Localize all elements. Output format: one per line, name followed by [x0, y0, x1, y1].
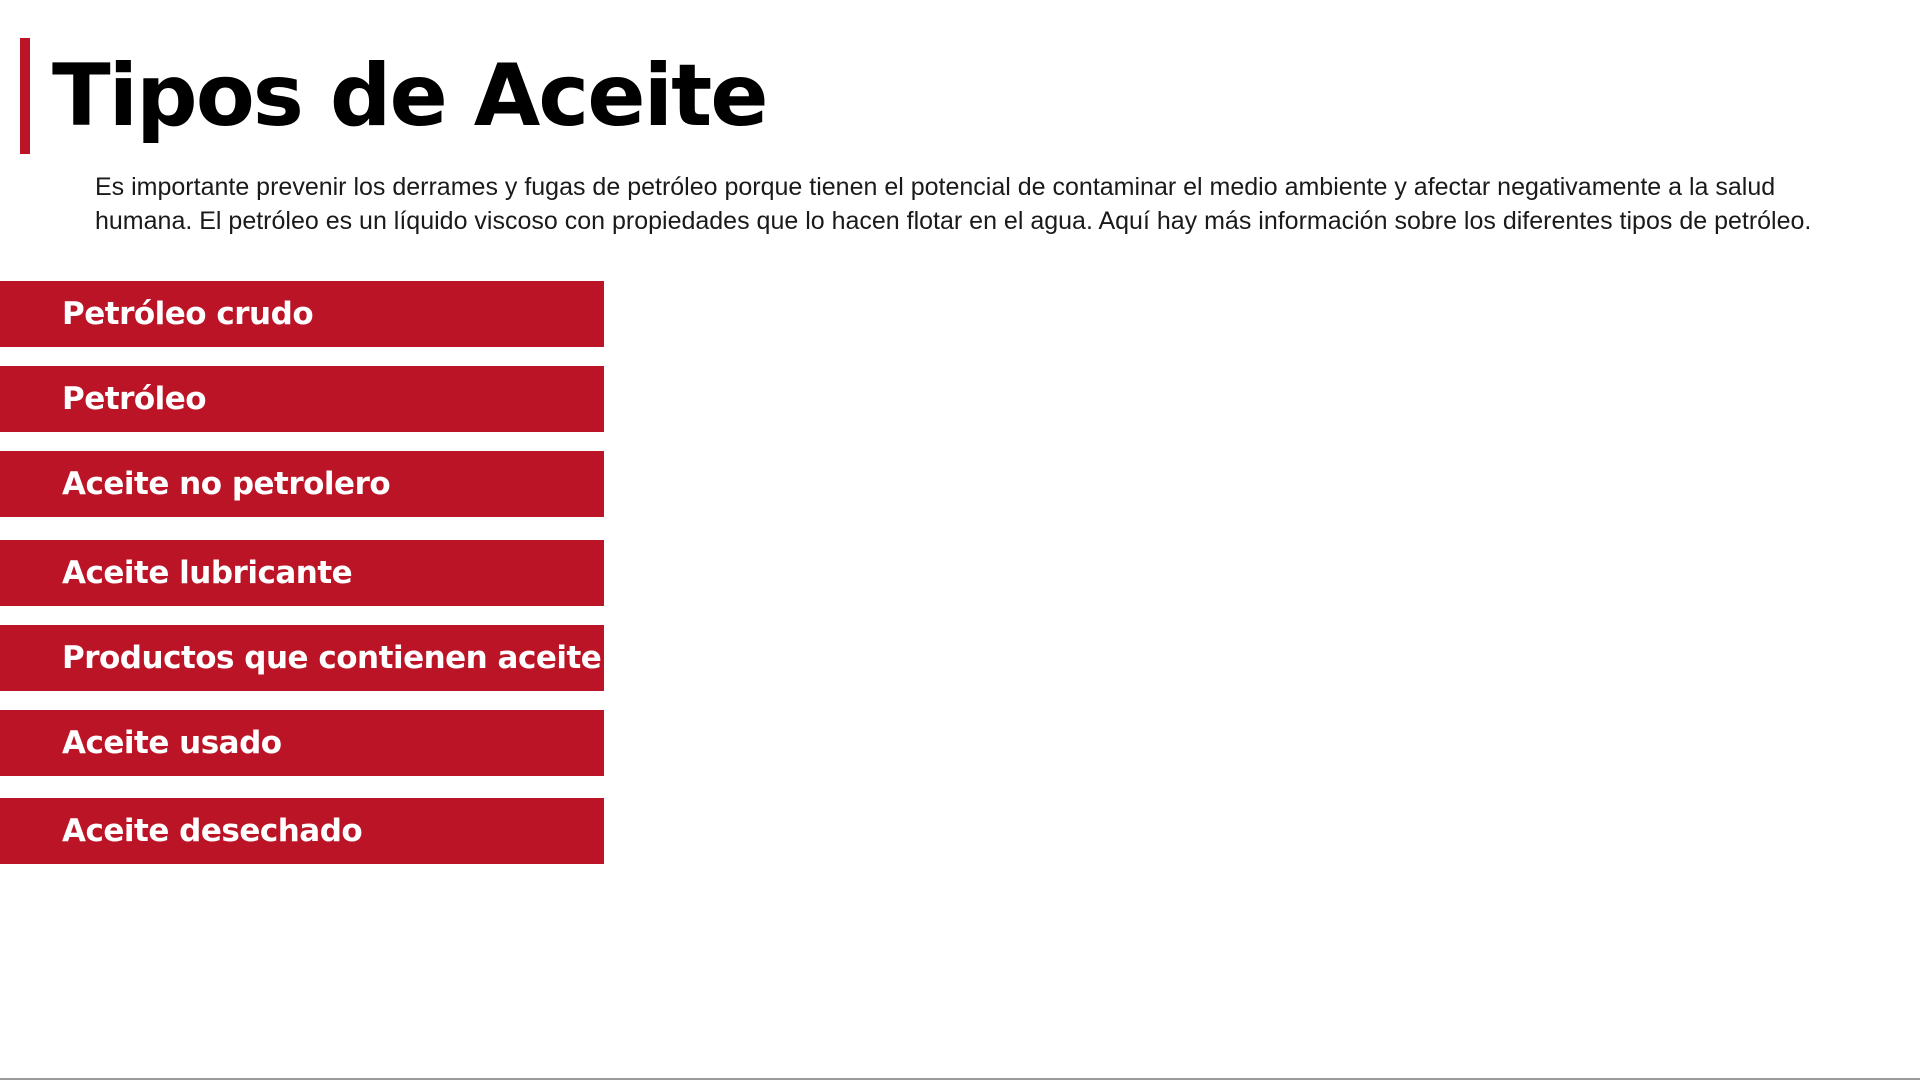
oil-type-button-non-petroleum-oil[interactable]: Aceite no petrolero	[0, 451, 604, 517]
oil-type-list	[0, 0, 604, 1080]
oil-type-button-waste-oil[interactable]: Aceite desechado	[0, 798, 604, 864]
oil-type-button-petroleum[interactable]: Petróleo	[0, 366, 604, 432]
intro-paragraph: Es importante prevenir los derrames y fugas de petróleo porque tienen el potencial de contaminar el medio ambiente y afectar negativamente a la salud humana. El petróleo es un líquido viscoso con propiedades que lo hacen flotar en el agua. Aquí hay más información sobre los diferentes tipos de petróleo.	[95, 173, 1812, 235]
page-title: Tipos de Aceite	[52, 46, 767, 146]
oil-type-button-lubricating-oil[interactable]: Aceite lubricante	[0, 540, 604, 606]
oil-type-button-crude-oil[interactable]: Petróleo crudo	[0, 281, 604, 347]
oil-type-button-oil-containing-products[interactable]: Productos que contienen aceite	[0, 625, 604, 691]
oil-type-button-used-oil[interactable]: Aceite usado	[0, 710, 604, 776]
